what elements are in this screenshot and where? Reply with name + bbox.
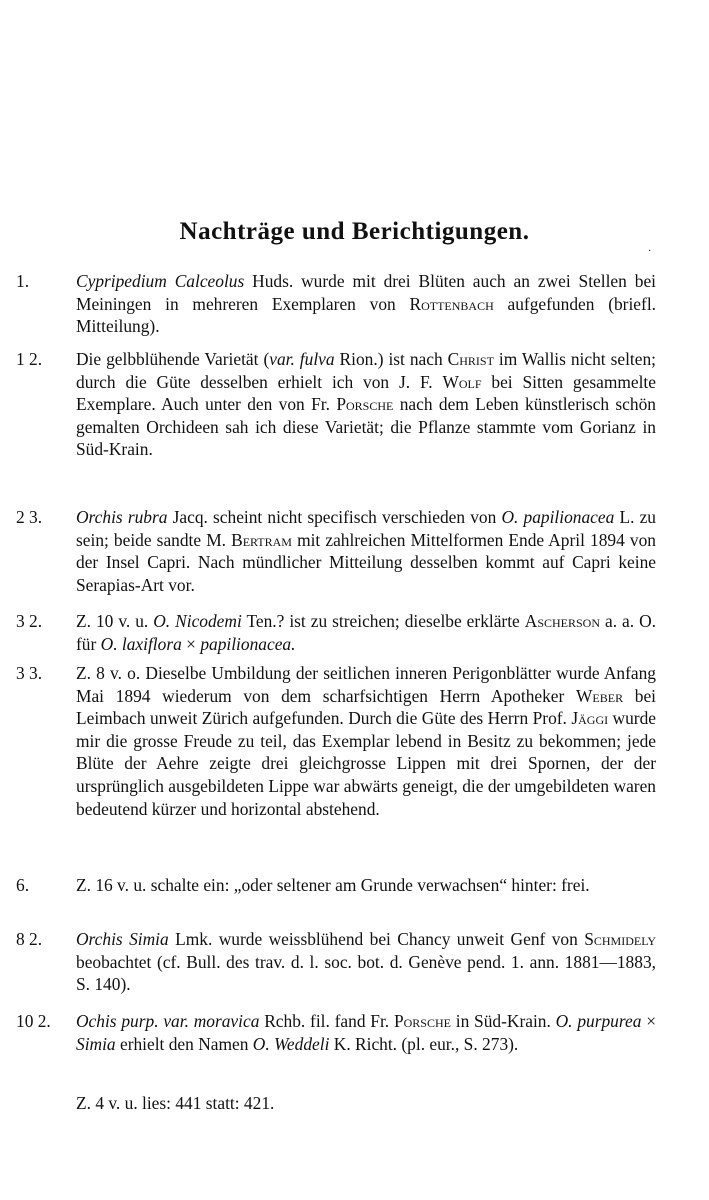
text-segment: Z. 8 v. o. Dieselbe Umbildung der seitlichen inneren Perigonblätter wurde Anfang Mai 1894 wiederum von dem scharfsichtigen Herrn Apotheker xyxy=(76,663,656,706)
italic-term: Orchis Simia xyxy=(76,929,169,949)
entry xyxy=(16,928,656,996)
entry-text xyxy=(76,1011,656,1054)
person-name: Weber xyxy=(576,685,624,706)
person-name: Schmidely xyxy=(584,929,656,949)
text-segment: Huds. wurde mit drei Blüten auch an zwei Stellen bei Meiningen in mehreren Exemplaren von xyxy=(76,271,656,314)
italic-term: O. laxiflora xyxy=(100,633,182,654)
italic-term: O. Weddeli xyxy=(252,1033,330,1054)
text-segment: Jacq. scheint nicht specifisch verschieden von xyxy=(167,507,502,527)
person-name: Bertram xyxy=(231,529,292,550)
text-segment: Z. 16 v. u. schalte ein: „oder seltener am Grunde verwachsen“ hinter: frei. xyxy=(76,875,590,895)
entry-number: 3 3. xyxy=(16,663,43,683)
entry xyxy=(16,662,657,820)
person-name: Rottenbach xyxy=(409,293,494,314)
entry-number: 6. xyxy=(16,875,30,895)
italic-term: O. purpurea xyxy=(555,1011,642,1031)
page: Nachträge und Berichtigungen. · 1. Cypripedium Calceolus Huds. wurde mit drei Blüten auch an zwei Stellen bei Meiningen in mehreren Exemplaren von Rottenbach aufgefunden (briefl. Mitteilung). 1 2. Die gelbblühende Varietät (var. fulva Rion.) ist nach Christ im Wallis nicht selten; durch die Güte desselben erhielt ich von J. F. Wolf bei Sitten gesammelte Exemplare. Auch unter den von Fr. Porsche nach dem Leben künstlerisch schön gemalten Orchideen sah ich diese Varietät; die Pflanze stammte vom Gorianz in Süd-Krain. 2 3. Orchis rubra Jacq. scheint nicht specifisch verschieden von O. papilionacea L. zu sein; beide sandte M. Bertram mit zahlreichen Mittelformen Ende April 1894 von der Insel Capri. Nach mündlicher Mitteilung desselben kommt auf Capri keine Serapias-Art vor. 3 2. Z. 10 v. u. O. Nicodemi Ten.? ist zu streichen; dieselbe erklärte Ascherson a. a. O. für O. laxiflora × papilionacea. 3 3. Z. 8 v. o. Dieselbe Umbildung der seitlichen inneren Perigonblätter wurde Anfang Mai 1894 wiederum von dem scharfsichtigen Herrn Apotheker Weber bei Leimbach unweit Zürich aufgefunden. Durch die Güte des Herrn Prof. Jäggi wurde mir die grosse Freude zu teil, das Exemplar lebend in Besitz zu bekommen; jede Blüte der Aehre zeigte drei gleichgrosse Lippen mit drei Spornen, der der ursprünglich ausgebildeten Lippe war abwärts geneigt, die der umgebildeten waren bedeutend kürzer und horizontal abstehend. 6. Z. 16 v. u. schalte ein: „oder seltener am Grunde verwachsen“ hinter: frei. 8 2. Orchis Simia Lmk. wurde weissblühend bei Chancy unweit Genf von Schmidely beobachtet (cf. Bull. des trav. d. l. soc. bot. d. Genève pend. 1. ann. 1881—1883, S. 140). 10 2. Ochis purp. var. moravica Rchb. fil. fand Fr. Porsche in Süd-Krain. O. purpurea × Simia erhielt den Namen O. Weddeli K. Richt. (pl. eur., S. 273). Z. 4 v. u. lies: 441 statt: 421. xyxy=(0,0,709,1200)
text-segment: Lmk. wurde weissblühend bei Chancy unweit Genf von xyxy=(168,929,585,949)
entry-text xyxy=(76,507,656,595)
text-segment: mit zahlreichen Mittelformen Ende April 1894 von der Insel Capri. Nach mündlicher Mitteilung desselben kommt auf Capri keine Serapias-Art vor. xyxy=(76,529,656,595)
italic-term: Ochis purp. var. moravica xyxy=(76,1011,260,1031)
person-name: Porsche xyxy=(336,394,394,415)
italic-term: O. Nicodemi xyxy=(153,611,242,631)
entry xyxy=(16,506,656,596)
person-name: Porsche xyxy=(393,1011,451,1031)
text-segment: wurde mir die grosse Freude zu teil, das Exemplar lebend in Besitz zu bekommen; jede Blüte der Aehre zeigte drei gleichgrosse Lippen mit drei Spornen, der der ursprünglich ausgebildeten Lippe war abwärts geneigt, die der umgebildeten waren bedeutend kürzer und horizontal abstehend. xyxy=(76,708,657,819)
text-segment: Rion.) ist nach xyxy=(334,349,448,369)
text-segment: L. zu sein; beide sandte M. xyxy=(76,507,656,550)
entry-text xyxy=(76,875,590,895)
entry-text xyxy=(76,349,656,459)
italic-term: O. papilionacea xyxy=(501,507,615,527)
entry-number: 10 2. xyxy=(16,1011,51,1031)
correction-line: Z. 4 v. u. lies: 441 statt: 421. xyxy=(76,1093,275,1113)
entry xyxy=(16,348,656,461)
entry xyxy=(16,1010,656,1055)
entry-number: 1. xyxy=(16,271,30,291)
text-segment: Z. 10 v. u. xyxy=(76,611,154,631)
entry-number: 1 2. xyxy=(16,349,43,369)
person-name: Wolf xyxy=(442,371,482,392)
italic-term: Simia xyxy=(76,1033,116,1054)
text-segment: a. a. O. für xyxy=(76,611,656,654)
text-segment: bei Sitten gesammelte Exemplare. Auch unter den von Fr. xyxy=(76,371,656,415)
text-segment: K. Richt. (pl. eur., S. 273). xyxy=(329,1033,519,1054)
text-segment: in Süd-Krain. xyxy=(450,1011,556,1031)
entry-number: 3 2. xyxy=(16,611,43,631)
person-name: Christ xyxy=(447,349,494,369)
text-segment: erhielt den Namen xyxy=(115,1033,253,1054)
text-segment: Die gelbblühende Varietät ( xyxy=(76,349,270,369)
person-name: Jäggi xyxy=(571,708,609,729)
entry xyxy=(16,610,656,655)
italic-term: var. fulva xyxy=(269,349,335,369)
italic-term: Orchis rubra xyxy=(76,507,168,527)
entry-number: 8 2. xyxy=(16,929,43,949)
italic-term: papilionacea. xyxy=(200,633,296,654)
text-segment: Rchb. fil. fand Fr. xyxy=(259,1011,394,1031)
entry xyxy=(16,874,656,897)
entry-number: 2 3. xyxy=(16,507,43,527)
text-segment: im Wallis nicht selten; durch die Güte desselben erhielt ich von J. F. xyxy=(76,349,656,392)
text-segment: beobachtet (cf. Bull. des trav. d. l. soc. bot. d. Genève pend. 1. ann. 1881—1883, S. 140). xyxy=(76,951,656,995)
page-title: Nachträge und Berichtigungen. xyxy=(179,218,530,245)
text-segment: × xyxy=(181,633,201,654)
entry-text xyxy=(76,929,656,994)
entry-text xyxy=(76,663,656,819)
text-segment: Ten.? ist zu streichen; dieselbe erklärte xyxy=(241,611,525,631)
entry-text xyxy=(76,271,656,336)
italic-term: Cypripedium Calceolus xyxy=(76,271,245,291)
text-segment: bei Leimbach unweit Zürich aufgefunden. Durch die Güte des Herrn Prof. xyxy=(76,685,657,729)
text-segment: × xyxy=(641,1011,656,1031)
entry xyxy=(16,270,656,338)
person-name: Ascherson xyxy=(524,611,601,631)
text-segment: nach dem Leben künstlerisch schön gemalten Orchideen sah ich diese Varietät; die Pflanze stammte vom Gorianz in Süd-Krain. xyxy=(76,394,656,460)
entry-text xyxy=(76,611,656,654)
text-segment: aufgefunden (briefl. Mitteilung). xyxy=(76,293,656,337)
